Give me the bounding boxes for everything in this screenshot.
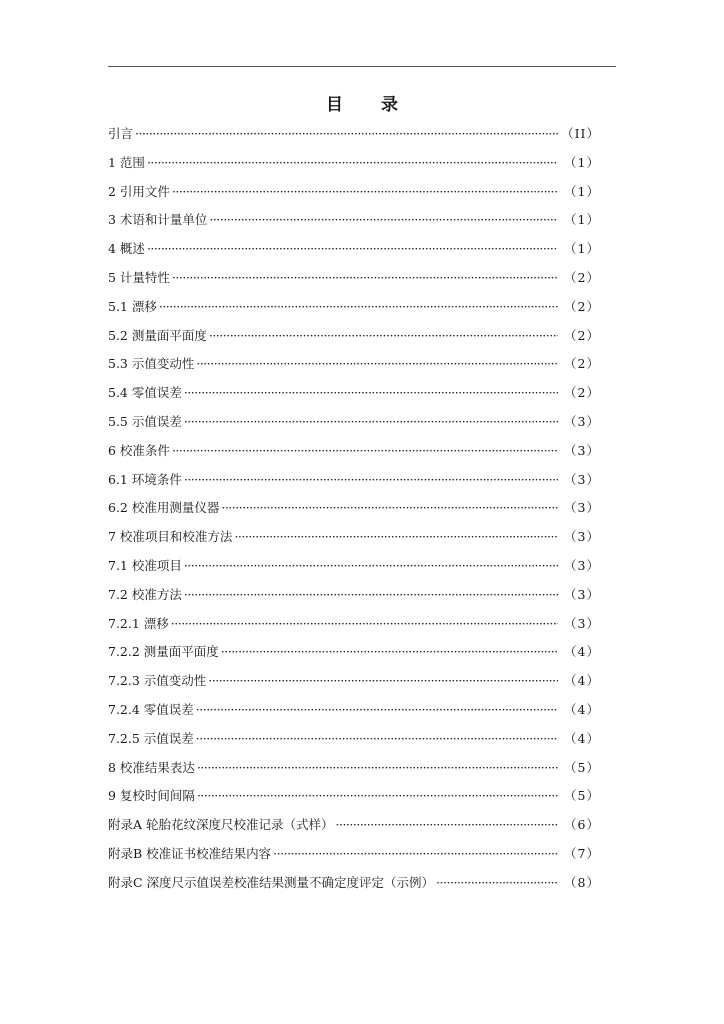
toc-entry-label: 1 范围 bbox=[108, 154, 145, 170]
toc-entry-page: （1） bbox=[564, 154, 600, 170]
toc-dot-leader bbox=[196, 702, 558, 717]
toc-entry-label: 5 计量特性 bbox=[108, 269, 170, 285]
toc-entry-label: 3 术语和计量单位 bbox=[108, 212, 208, 228]
toc-entry[interactable] bbox=[108, 326, 600, 355]
toc-entry-label: 7 校准项目和校准方法 bbox=[108, 529, 233, 545]
toc-entry-page: （6） bbox=[564, 817, 600, 833]
toc-entry-page: （2） bbox=[564, 385, 600, 401]
toc-entry[interactable] bbox=[108, 614, 600, 643]
toc-entry-page: （1） bbox=[564, 212, 600, 228]
toc-entry[interactable] bbox=[108, 844, 600, 873]
toc-entry[interactable] bbox=[108, 671, 600, 700]
toc-entry-page: （II） bbox=[561, 126, 600, 141]
toc-dot-leader bbox=[196, 731, 558, 746]
toc-entry-page: （3） bbox=[564, 557, 600, 573]
toc-entry[interactable] bbox=[108, 412, 600, 441]
toc-entry-page: （4） bbox=[564, 701, 600, 717]
toc-entry[interactable] bbox=[108, 815, 600, 844]
toc-dot-leader bbox=[184, 414, 558, 429]
toc-dot-leader bbox=[184, 385, 558, 400]
toc-entry[interactable] bbox=[108, 268, 600, 297]
toc-dot-leader bbox=[171, 616, 558, 631]
toc-entry[interactable] bbox=[108, 182, 600, 211]
toc-entry-label: 7.2 校准方法 bbox=[108, 586, 182, 602]
toc-dot-leader bbox=[209, 212, 558, 227]
toc-dot-leader bbox=[172, 270, 558, 285]
toc-entry[interactable] bbox=[108, 556, 600, 585]
toc-dot-leader bbox=[184, 558, 558, 573]
toc-entry-label: 4 概述 bbox=[108, 241, 145, 257]
toc-entry-label: 7.2.5 示值误差 bbox=[108, 730, 194, 746]
toc-dot-leader bbox=[209, 328, 558, 343]
toc-entry[interactable] bbox=[108, 124, 600, 153]
toc-entry-page: （4） bbox=[564, 644, 600, 660]
toc-entry[interactable] bbox=[108, 585, 600, 614]
table-of-contents bbox=[108, 124, 600, 902]
toc-entry-label: 附录A 轮胎花纹深度尺校准记录（式样） bbox=[108, 817, 334, 833]
toc-entry-page: （3） bbox=[564, 442, 600, 458]
toc-entry-label: 5.5 示值误差 bbox=[108, 413, 182, 429]
toc-entry[interactable] bbox=[108, 210, 600, 239]
toc-entry-label: 8 校准结果表达 bbox=[108, 759, 195, 775]
toc-entry-label: 6.2 校准用测量仪器 bbox=[108, 500, 220, 516]
toc-dot-leader bbox=[196, 356, 558, 371]
toc-dot-leader bbox=[172, 443, 558, 458]
toc-dot-leader bbox=[436, 875, 558, 890]
toc-dot-leader bbox=[159, 299, 558, 314]
toc-entry-label: 5.4 零值误差 bbox=[108, 385, 182, 401]
toc-dot-leader bbox=[234, 529, 558, 544]
toc-entry-page: （2） bbox=[564, 356, 600, 372]
toc-entry[interactable] bbox=[108, 527, 600, 556]
toc-dot-leader bbox=[336, 817, 558, 832]
toc-dot-leader bbox=[221, 500, 558, 515]
toc-entry-page: （3） bbox=[564, 615, 600, 631]
toc-dot-leader bbox=[172, 184, 558, 199]
toc-entry-page: （2） bbox=[564, 269, 600, 285]
toc-entry-page: （3） bbox=[564, 471, 600, 487]
toc-entry-label: 附录B 校准证书校准结果内容 bbox=[108, 845, 272, 861]
toc-entry[interactable] bbox=[108, 441, 600, 470]
toc-entry[interactable] bbox=[108, 873, 600, 902]
toc-entry-page: （1） bbox=[564, 183, 600, 199]
toc-entry[interactable] bbox=[108, 642, 600, 671]
toc-entry-label: 7.2.4 零值误差 bbox=[108, 701, 194, 717]
toc-entry-page: （3） bbox=[564, 586, 600, 602]
toc-entry-page: （2） bbox=[564, 327, 600, 343]
toc-entry-label: 5.1 漂移 bbox=[108, 298, 157, 314]
toc-entry-label: 7.2.2 测量面平面度 bbox=[108, 644, 219, 660]
page-title: 目 录 bbox=[326, 95, 414, 115]
toc-dot-leader bbox=[197, 760, 558, 775]
toc-entry-label: 5.3 示值变动性 bbox=[108, 356, 195, 372]
toc-dot-leader bbox=[221, 644, 558, 659]
toc-entry-label: 2 引用文件 bbox=[108, 183, 170, 199]
toc-entry-label: 附录C 深度尺示值误差校准结果测量不确定度评定（示例） bbox=[108, 874, 435, 890]
toc-entry[interactable] bbox=[108, 498, 600, 527]
toc-entry-page: （4） bbox=[564, 673, 600, 689]
toc-entry-label: 6.1 环境条件 bbox=[108, 471, 182, 487]
toc-entry-page: （5） bbox=[564, 788, 600, 804]
toc-entry-page: （5） bbox=[564, 759, 600, 775]
toc-dot-leader bbox=[273, 846, 558, 861]
toc-entry-page: （7） bbox=[564, 845, 600, 861]
toc-entry-label: 7.1 校准项目 bbox=[108, 557, 182, 573]
toc-entry-page: （3） bbox=[564, 529, 600, 545]
toc-entry-label: 7.2.3 示值变动性 bbox=[108, 673, 207, 689]
toc-entry-label: 7.2.1 漂移 bbox=[108, 615, 169, 631]
toc-entry-label: 引言 bbox=[108, 126, 134, 141]
toc-entry-label: 6 校准条件 bbox=[108, 442, 170, 458]
toc-dot-leader bbox=[147, 241, 558, 256]
toc-entry[interactable] bbox=[108, 786, 600, 815]
toc-dot-leader bbox=[184, 472, 558, 487]
toc-entry[interactable] bbox=[108, 700, 600, 729]
toc-entry-label: 5.2 测量面平面度 bbox=[108, 327, 207, 343]
header-rule bbox=[108, 66, 616, 67]
toc-entry[interactable] bbox=[108, 354, 600, 383]
toc-entry[interactable] bbox=[108, 729, 600, 758]
toc-dot-leader bbox=[197, 788, 558, 803]
toc-dot-leader bbox=[147, 155, 558, 170]
toc-entry[interactable] bbox=[108, 153, 600, 182]
toc-entry[interactable] bbox=[108, 383, 600, 412]
toc-entry[interactable] bbox=[108, 470, 600, 499]
toc-entry[interactable] bbox=[108, 758, 600, 787]
toc-entry[interactable] bbox=[108, 239, 600, 268]
toc-entry-page: （1） bbox=[564, 241, 600, 257]
toc-entry-page: （4） bbox=[564, 730, 600, 746]
toc-entry-page: （2） bbox=[564, 298, 600, 314]
toc-dot-leader bbox=[135, 126, 558, 141]
toc-entry-page: （3） bbox=[564, 500, 600, 516]
toc-entry-page: （8） bbox=[564, 874, 600, 890]
toc-dot-leader bbox=[184, 587, 558, 602]
toc-entry-page: （3） bbox=[564, 413, 600, 429]
toc-entry[interactable] bbox=[108, 297, 600, 326]
toc-entry-label: 9 复校时间间隔 bbox=[108, 788, 195, 804]
toc-dot-leader bbox=[208, 673, 558, 688]
